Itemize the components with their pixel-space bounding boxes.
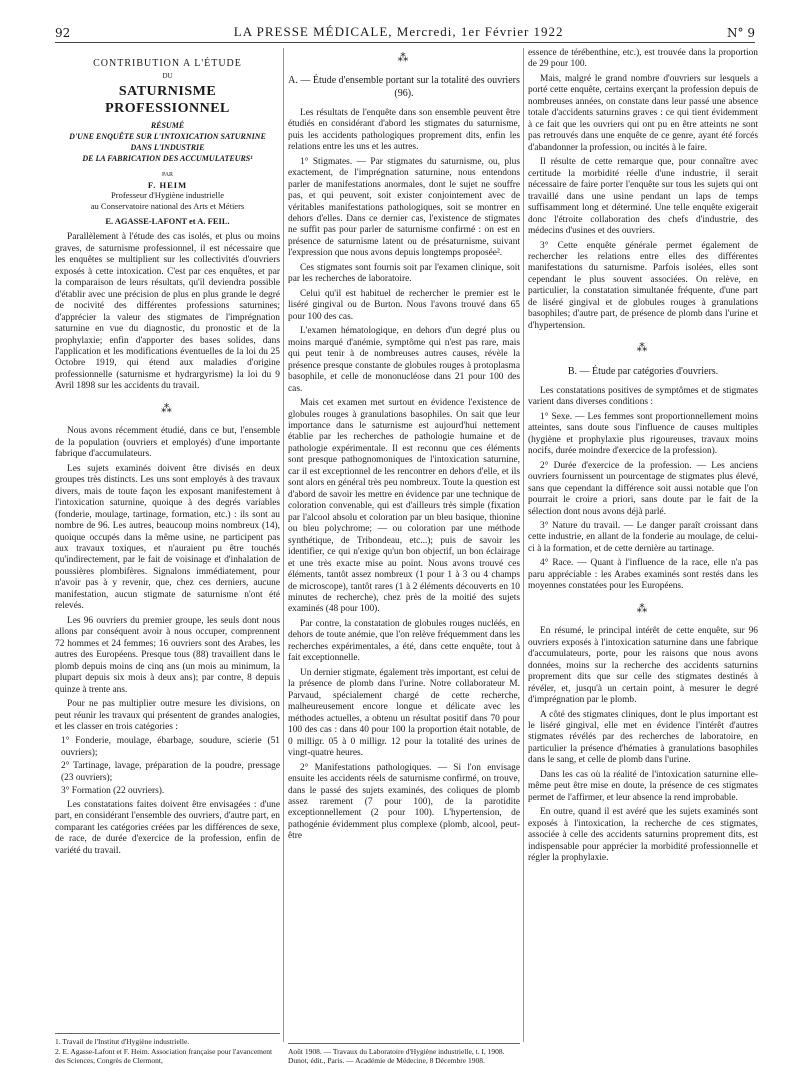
column-1 xyxy=(55,48,280,860)
paragraph: 1° Stigmates. — Par stigmates du saturnisme, ou, plus exactement, de l'imprégnation saturnine, nous entendons parler de manifestations anormales, dont le sujet ne souffre pas, et qui peuvent, soit exister conjointement avec de véritables manifestations pathologiques, soit se montrer en dehors d'elles. Dans ce dernier cas, l'existence de stigmates ne suffit pas pour parler de saturnisme confirmé : on est en présence de saturnisme latent ou de présaturnisme, suivant l'expression que nous avons depuis longtemps proposée². xyxy=(288,156,520,259)
paragraph: Dans les cas où la réalité de l'intoxication saturnine elle-même peut être mise en doute, la présence de ces stigmates permet de l'affirmer, et leur absence la rend improbable. xyxy=(528,769,758,803)
column-2 xyxy=(288,48,520,846)
column-divider xyxy=(283,48,284,1042)
paragraph: Mais cet examen met surtout en évidence l'existence de globules rouges à granulations basophiles. On sait que leur importance dans le saturnisme est aujourd'hui nettement établie par les recherches de pathologie humaine et de pathologie expérimentale. Il est reconnu que ces éléments sont presque pathognomoniques de l'intoxication saturnine, car il est exceptionnel de les rencontrer en dehors d'elle, et ils sont alors en général très peu nombreux. Toute la question est d'abord de savoir les mettre en évidence par une technique de coloration convenable, qui est d'ailleurs très simple (fixation par l'alcool absolu et coloration par un bleu basique, thionine ou bleu polychrome; — ou coloration par une méthode synthétique, de Tribondeau, etc...); puis de savoir les identifier, ce qui n'exige qu'un bon objectif, un bon éclairage et une très exacte mise au point. Nous avons trouvé ces éléments, tantôt assez nombreux (1 pour 1 à 3 ou 4 champs de microscope), tantôt rares (1 à 2 éléments découverts en 10 minutes de recherche), chez près de la moitié des sujets examinés (48 pour 100). xyxy=(288,398,520,615)
coauthors: E. AGASSE-LAFONT et A. FEIL. xyxy=(105,215,230,226)
footnote-2-continued: Août 1908. — Travaux du Laboratoire d'Hygiène industrielle, t. I, 1908. Dunot, édit., Paris. — Académie de Médecine, 8 Décembre 1908. xyxy=(288,1046,505,1066)
section-b-title: B. — Étude par catégories d'ouvriers. xyxy=(567,365,719,377)
issue-number: N° 9 xyxy=(727,26,755,40)
paragraph: Ces stigmates sont fournis soit par l'examen clinique, soit par les recherches de laboratoire. xyxy=(288,262,520,285)
page-number: 92 xyxy=(55,26,71,40)
paragraph: A côté des stigmates cliniques, dont le plus important est le liséré gingival, elle met en évidence l'intérêt d'autres stigmates révélés par des recherches de laboratoire, en particulier la présence d'hématies à granulations basophiles dans le sang, et celle de plomb dans l'urine. xyxy=(528,709,758,766)
paragraph: 3° Nature du travail. — Le danger paraît croissant dans cette industrie, en allant de la fonderie au moulage, de celui-ci à la formation, et de cette dernière au tartinage. xyxy=(528,521,758,554)
paragraph: Nous avons récemment étudié, dans ce but, l'ensemble de la population (ouvriers et employés) d'une importante fabrique d'accumulateurs. xyxy=(55,426,280,460)
paragraph: Parallèlement à l'étude des cas isolés, et plus ou moins graves, de saturnisme professionnel, il est nécessaire que les enquêtes se multiplient sur les collectivités d'ouvriers exposés à cette intoxication. C'est par ces enquêtes, et par la comparaison de leurs résultats, qu'il deviendra possible d'établir avec une précision de plus en plus grande le degré de nocivité des différentes professions saturnines; d'apprécier la valeur des stigmates de l'imprégnation saturnine en vue du diagnostic, du pronostic et de la prophylaxie; enfin d'apporter des bases solides, dans l'application et les modifications éventuelles de la loi du 25 Octobre 1919, qui étend aux maladies d'origine professionnelle (saturnisme et hydrargyrisme) la loi du 9 Avril 1898 sur les accidents du travail. xyxy=(55,232,280,392)
paragraph: Les 96 ouvriers du premier groupe, les seuls dont nous allons par conséquent avoir à nous occuper, comprennent 72 hommes et 24 femmes; 16 ouvriers sont des Arabes, les autres des Européens. Presque tous (88) travaillent dans le plomb depuis moins de cinq ans (un mois au minimum, la plupart depuis six mois à deux ans); par contre, 8 depuis quinze à trente ans. xyxy=(55,615,280,695)
paragraph: En outre, quand il est avéré que les sujets examinés sont exposés à l'intoxication, la recherche de ces stigmates, associée à celle des accidents saturnins proprement dits, est indispensable pour apprécier la morbidité professionnelle et régler la prophylaxie. xyxy=(528,807,758,864)
paragraph: 2° Manifestations pathologiques. — Si l'on envisage ensuite les accidents réels de saturnisme confirmé, on trouve, dans le passé des sujets examinés, des coliques de plomb assez rarement (7 pour 100), de la parotidite exceptionnellement (2 pour 100). L'hypertension, de pathogénie évidemment plus complexe (plomb, alcool, peut-être xyxy=(288,762,520,842)
paragraph: En résumé, le principal intérêt de cette enquête, sur 96 ouvriers exposés à l'intoxication saturnine dans une fabrique d'accumulateurs, porte, pour les raisons que nous avons données, moins sur la recherche des accidents saturnins proprement dits que sur celle des stigmates destinés à révéler, et, jusqu'à un certain point, à mesurer le degré d'imprégnation par le plomb. xyxy=(528,626,758,706)
article-title: SATURNISME PROFESSIONNEL xyxy=(105,83,230,116)
paragraph: L'examen hématologique, en dehors d'un degré plus ou moins marqué d'anémie, symptôme qui n'est pas rare, mais qui peut tenir à de nombreuses autres causes, révèle la présence presque constante de globules rouges à protoplasma basophile, et celle de mononucléose dans 21 pour 100 des cas. xyxy=(288,326,520,394)
section-a-title: A. — Étude d'ensemble portant sur la totalité des ouvriers (96). xyxy=(288,75,520,99)
paragraph: Les constatations positives de symptômes et de stigmates varient dans diverses conditions : xyxy=(528,385,758,408)
author: F. HEIM xyxy=(147,179,188,190)
par-label: PAR xyxy=(161,172,174,179)
subtitle-line-2: DANS L'INDUSTRIE xyxy=(130,142,205,152)
affiliation-1: Professeur d'Hygiène industrielle xyxy=(111,189,224,200)
column-divider xyxy=(523,48,524,1042)
column-3 xyxy=(528,48,758,868)
paragraph: 4° Race. — Quant à l'influence de la race, elle n'a pas paru appréciable : les Arabes examinés sont restés dans les moyennes constatées pour les Européens. xyxy=(528,558,758,592)
paragraph: Pour ne pas multiplier outre mesure les divisions, on peut réunir les travaux qui présentent de grandes analogies, et les classer en trois catégories : xyxy=(55,699,280,732)
paragraph: Par contre, la constatation de globules rouges nucléés, en dehors de toute anémie, que l'on relève fréquemment dans les recherches expérimentales, a été, dans cette enquête, tout à fait exceptionnelle. xyxy=(288,618,520,664)
paragraph: 3° Cette enquête générale permet également de rechercher les relations entre elles des différentes manifestations du saturnisme. Parfois isolées, elles sont cependant le plus souvent associées. On relève, en particulier, la constatation simultanée fréquente, d'une part de liséré gingival et de globules rouges à granulations basophiles; d'autre part, de présence de plomb dans l'urine et d'hypertension. xyxy=(528,240,758,331)
paragraph: Celui qu'il est habituel de rechercher le premier est le liséré gingival ou de Burton. Nous l'avons trouvé dans 65 pour 100 des cas. xyxy=(288,288,520,322)
footnotes-continued xyxy=(288,1043,520,1067)
paragraph: essence de térébenthine, etc.), est trouvée dans la proportion de 29 pour 100. xyxy=(528,48,758,70)
section-separator: ⁂ xyxy=(636,342,650,355)
article-title-block xyxy=(55,58,280,226)
paragraph: 2° Durée d'exercice de la profession. — Les anciens ouvriers fournissent un pourcentage de stigmates plus élevé, sans que cependant la différence soit aussi notable que l'on pourrait le croire a priori, sans doute par le fait de la sélection dont nous avons déjà parlé. xyxy=(528,460,758,517)
list-item: 1° Fonderie, moulage, ébarbage, soudure, scierie (51 ouvriers); xyxy=(61,736,280,758)
section-separator: ⁂ xyxy=(397,52,411,64)
du-label: DU xyxy=(162,72,173,81)
section-separator: ⁂ xyxy=(636,602,650,615)
subtitle-line-1: D'UNE ENQUÊTE SUR L'INTOXICATION SATURNINE xyxy=(69,131,266,141)
resume-label: RÉSUMÉ xyxy=(150,120,185,130)
footnote-2: 2. E. Agasse-Lafont et F. Heim. Association française pour l'avancement des Sciences, Congrès de Clermont, xyxy=(55,1046,273,1066)
section-separator: ⁂ xyxy=(161,402,174,415)
list-item: 2° Tartinage, lavage, préparation de la poudre, pressage (23 ouvriers); xyxy=(61,761,280,783)
footnote-1: 1. Travail de l'Institut d'Hygiène industrielle. xyxy=(55,1036,190,1046)
footnotes xyxy=(55,1033,280,1066)
paragraph: Les résultats de l'enquête dans son ensemble peuvent être étudiés en considérant d'abord les stigmates du saturnisme, puis les accidents pathologiques proprement dits, enfin les relations entre les uns et les autres. xyxy=(288,107,520,153)
subtitle-line-3: DE LA FABRICATION DES ACCUMULATEURS¹ xyxy=(82,154,253,163)
paragraph: Mais, malgré le grand nombre d'ouvriers sur lesquels a porté cette enquête, certains exerçant la profession depuis de nombreuses années, on constate dans leur passé une absence totale d'accidents saturnins graves : ce qui tient évidemment à ce fait que les ouvriers qui ont pu en être atteints ne sont pas retrouvés dans une enquête de ce genre, ayant été forcés d'abandonner la profession, ou incités à le faire. xyxy=(528,73,758,153)
paragraph: Les sujets examinés doivent être divisés en deux groupes très distincts. Les uns sont employés à des travaux divers, mais de toute façon les exposant manifestement à l'intoxication saturnine, quoique à des degrés variables (fonderie, moulage, tartinage, formation, etc.) : ils sont au nombre de 96. Les autres, beaucoup moins nombreux (14), quoique occupés dans la même usine, ne participent pas aux travaux toxiques, et n'auraient pu être touchés qu'indirectement, par le fait de voisinage et d'inhalation de poussières plombifères. Signalons immédiatement, pour n'avoir pas à y revenir, que, chez ces derniers, aucune manifestation, aucun stigmate de saturnisme n'ont été relevés. xyxy=(55,463,280,612)
journal-title: LA PRESSE MÉDICALE, Mercredi, 1er Février 1922 xyxy=(233,24,564,39)
paragraph: Il résulte de cette remarque que, pour connaître avec certitude la morbidité réelle d'une industrie, il serait nécessaire de faire porter l'enquête sur tous les sujets qui ont travaillé dans une usine pendant un laps de temps suffisamment long et déterminé. Une telle enquête exigerait donc l'étroite collaboration des chefs d'industrie, des médecins d'usines et des ouvriers. xyxy=(528,157,758,237)
paragraph: Un dernier stigmate, également très important, est celui de la présence de plomb dans l'urine. Notre collaborateur M. Parvaud, spécialement chargé de cette recherche, malheureusement encore longue et délicate avec les méthodes actuelles, a obtenu un résultat positif dans 70 pour 100 des cas : dans 40 pour 100 la proportion était notable, de 0 milligr. 05 à 0 milligr. 12 pour la totalité des urines de vingt-quatre heures. xyxy=(288,667,520,759)
list-item: 3° Formation (22 ouvriers). xyxy=(61,786,165,797)
paragraph: Les constatations faites doivent être envisagées : d'une part, en considérant l'ensemble des ouvriers, d'autre part, en comparant les catégories créées par les différences de sexe, de race, de durée d'exercice de la profession, enfin de variété du travail. xyxy=(55,799,280,856)
paragraph: 1° Sexe. — Les femmes sont proportionnellement moins atteintes, sans doute sous l'influence de causes multiples (hygiène et prophylaxie plus rigoureuses, travaux moins nocifs, durée moindre d'exercice de la profession). xyxy=(528,411,758,457)
affiliation-2: au Conservatoire national des Arts et Métiers xyxy=(90,200,245,211)
page-header xyxy=(55,18,755,43)
contribution-label: CONTRIBUTION A L'ÉTUDE xyxy=(93,58,242,69)
